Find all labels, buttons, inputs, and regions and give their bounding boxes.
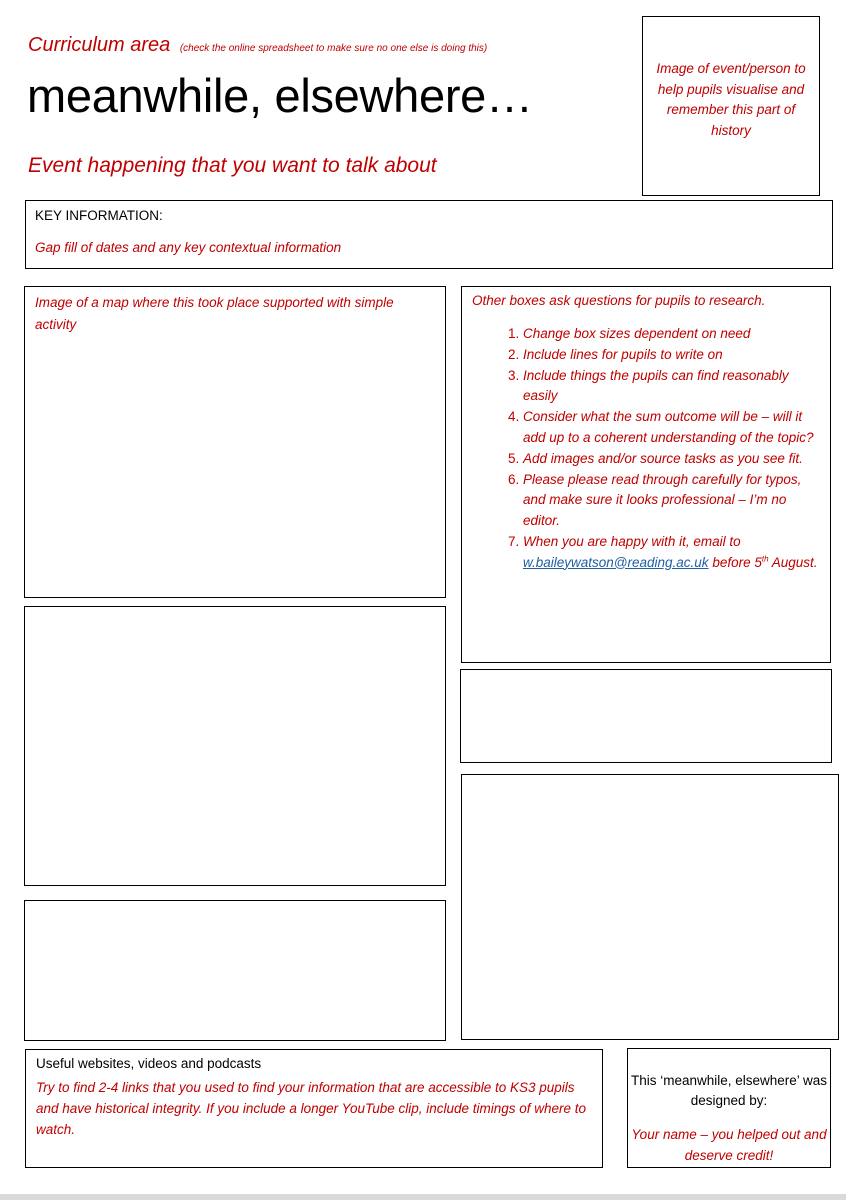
blank-box-right-large (461, 774, 839, 1040)
guidelines-list (462, 324, 830, 574)
map-box (24, 286, 446, 598)
email-link[interactable]: w.baileywatson@reading.ac.uk (523, 554, 709, 570)
event-image-box (642, 16, 820, 196)
key-information-heading: KEY INFORMATION: (35, 208, 163, 223)
list-item: 6. Please please read through carefully for typos, and make sure it looks professional – I’m no editor. (523, 470, 822, 532)
page-title: meanwhile, elsewhere… (27, 69, 533, 122)
list-item: 2. Include lines for pupils to write on (523, 345, 822, 366)
email-prefix: When you are happy with it, email to (523, 533, 741, 549)
blank-box-right-small (460, 669, 832, 763)
credit-box (627, 1048, 831, 1168)
list-item-email (523, 532, 822, 574)
event-image-placeholder: Image of event/person to help pupils visualise and remember this part of history (656, 61, 806, 138)
useful-links-heading: Useful websites, videos and podcasts (36, 1056, 262, 1071)
email-end: August. (768, 554, 818, 570)
date-superscript: th (761, 554, 769, 564)
curriculum-note: (check the online spreadsheet to make sure no one else is doing this) (179, 43, 488, 54)
questions-heading: Other boxes ask questions for pupils to research. (472, 293, 766, 308)
key-information-text: Gap fill of dates and any key contextual information (35, 240, 342, 255)
blank-box-left-bottom (24, 900, 446, 1041)
key-information-box (25, 200, 833, 269)
useful-links-text: Try to find 2-4 links that you used to find your information that are accessible to KS3 pupils and have historical integrity. If you include a longer YouTube clip, include timings of where to watch. (36, 1080, 587, 1137)
blank-box-left-middle (24, 606, 446, 886)
questions-box (461, 286, 831, 663)
useful-links-box (25, 1049, 603, 1168)
list-item: 1. Change box sizes dependent on need (523, 324, 822, 345)
email-suffix: before 5 (708, 554, 762, 570)
event-prompt: Event happening that you want to talk about (28, 154, 437, 177)
page-bottom-divider (0, 1194, 846, 1200)
list-item: 3. Include things the pupils can find reasonably easily (523, 366, 822, 408)
curriculum-area (28, 34, 487, 57)
curriculum-label: Curriculum area (28, 34, 171, 56)
list-item: 5. Add images and/or source tasks as you see fit. (523, 449, 822, 470)
credit-name-prompt: Your name – you helped out and deserve credit! (631, 1127, 827, 1163)
list-item: 4. Consider what the sum outcome will be – will it add up to a coherent understanding of the topic? (523, 407, 822, 449)
credit-label: This ‘meanwhile, elsewhere’ was designed by: (630, 1073, 828, 1108)
map-box-text: Image of a map where this took place supported with simple activity (35, 295, 394, 332)
